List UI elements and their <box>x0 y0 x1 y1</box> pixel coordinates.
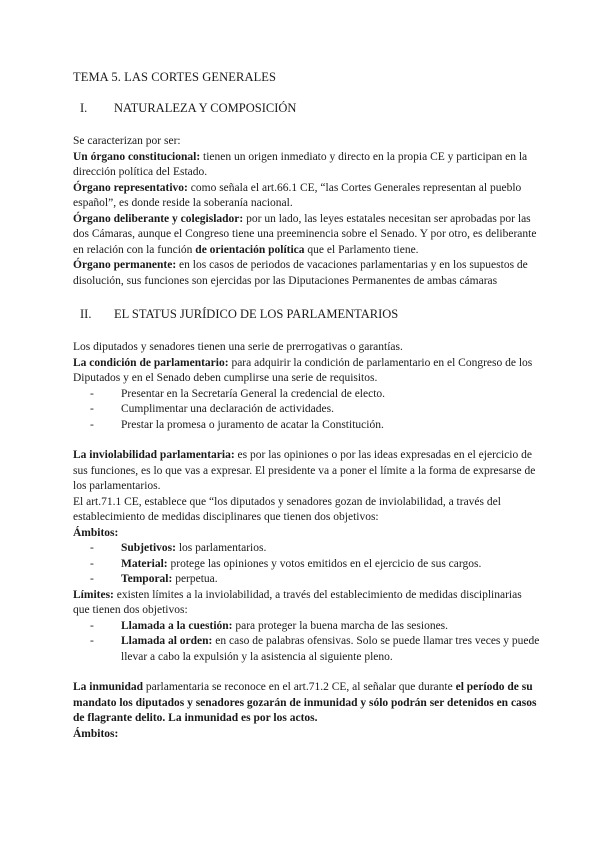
paragraph-organo-deliberante <box>73 212 540 259</box>
term-text: por un lado, las leyes estatales necesitan ser aprobadas por las dos Cámaras, aunque el Congreso tiene una preeminencia sobre el Senado. Y por otro, es deliberante en relación con la función <box>73 212 537 256</box>
term-text: parlamentaria se reconoce en el art.71.2 CE, al señalar que durante <box>143 681 456 693</box>
paragraph-limites <box>73 588 540 619</box>
term-emphasis: el período de su mandato los diputados y senadores gozarán de inmunidad y sólo podrán ser detenidos en casos de flagrante delito. La inmunidad es por los actos. <box>73 681 537 724</box>
term-label: La condición de parlamentario: <box>73 356 229 369</box>
section-title: EL STATUS JURÍDICO DE LOS PARLAMENTARIOS <box>114 307 399 321</box>
term-text: es por las opiniones o por las ideas expresadas en el ejercicio de sus funciones, es lo que vas a expresar. El presidente va a poner el límite a la forma de expresarse de los parlamentarios. <box>73 449 536 492</box>
term-label: Límites: <box>73 588 114 601</box>
paragraph-organo-permanente <box>73 258 540 289</box>
section-number: II. <box>80 307 92 321</box>
page-title: TEMA 5. LAS CORTES GENERALES <box>73 70 277 84</box>
term-text: existen límites a la inviolabilidad, a través del establecimiento de medidas disciplinarias que tienen dos objetivos: <box>73 588 522 616</box>
term-label: La inmunidad <box>73 681 143 693</box>
term-label: La inviolabilidad parlamentaria: <box>73 449 235 461</box>
term-label: Órgano deliberante y colegislador: <box>73 212 244 225</box>
paragraph-condicion <box>73 356 540 387</box>
list-item: - Subjetivos: los parlamentarios. <box>90 541 540 557</box>
list-item: - Cumplimentar una declaración de actividades. <box>90 402 540 418</box>
list-item: - Presentar en la Secretaría General la credencial de electo. <box>90 387 540 403</box>
ambitos-label: Ámbitos: <box>73 727 119 740</box>
section-title: NATURALEZA Y COMPOSICIÓN <box>114 101 297 115</box>
requisitos-list <box>73 387 540 434</box>
term-text: para adquirir la condición de parlamentario en el Congreso de los Diputados y en el Senado deben cumplirse una serie de requisitos. <box>73 356 533 384</box>
term-text: como señala el art.66.1 CE, “las Cortes Generales representan al pueblo español”, es donde reside la soberanía nacional. <box>73 181 522 209</box>
term-emphasis: de orientación política <box>195 243 305 256</box>
paragraph-inviolabilidad <box>73 448 540 495</box>
paragraph-organo-constitucional <box>73 150 540 181</box>
ambitos-label: Ámbitos: <box>73 526 119 539</box>
list-item: - Llamada al orden: en caso de palabras ofensivas. Solo se puede llamar tres veces y puede llevar a cabo la expulsión y la asistencia al siguiente pleno. <box>90 634 540 665</box>
list-item: - Llamada a la cuestión: para proteger la buena marcha de las sesiones. <box>90 619 540 635</box>
limites-list <box>73 619 540 666</box>
term-label: Órgano permanente: <box>73 259 177 271</box>
list-item: - Temporal: perpetua. <box>90 572 540 588</box>
term-text: tienen un origen inmediato y directo en la propia CE y participan en la dirección política del Estado. <box>73 150 528 178</box>
list-item: - Prestar la promesa o juramento de acatar la Constitución. <box>90 418 540 434</box>
section-number: I. <box>80 101 88 115</box>
paragraph-inmunidad <box>73 680 540 727</box>
intro-text: Se caracterizan por ser: <box>73 135 181 147</box>
intro-text: Los diputados y senadores tienen una serie de prerrogativas o garantías. <box>73 341 403 353</box>
ambitos-list <box>73 541 540 588</box>
section-heading-naturaleza <box>73 101 540 116</box>
section-heading-status <box>73 307 540 322</box>
list-item: - Material: protege las opiniones y votos emitidos en el ejercicio de sus cargos. <box>90 557 540 573</box>
term-label: Órgano representativo: <box>73 181 188 194</box>
paragraph-organo-representativo <box>73 181 540 212</box>
term-label: Un órgano constitucional: <box>73 150 201 163</box>
term-text: en los casos de periodos de vacaciones parlamentarias y en los supuestos de disolución, sus funciones son ejercidas por las Diputaciones Permanentes de ambas cámaras <box>73 259 528 287</box>
term-text: que el Parlamento tiene. <box>304 243 419 256</box>
paragraph-art71: El art.71.1 CE, establece que “los diputados y senadores gozan de inviolabilidad, a través del establecimiento de medidas disciplinares que tienen dos objetivos: <box>73 495 501 523</box>
